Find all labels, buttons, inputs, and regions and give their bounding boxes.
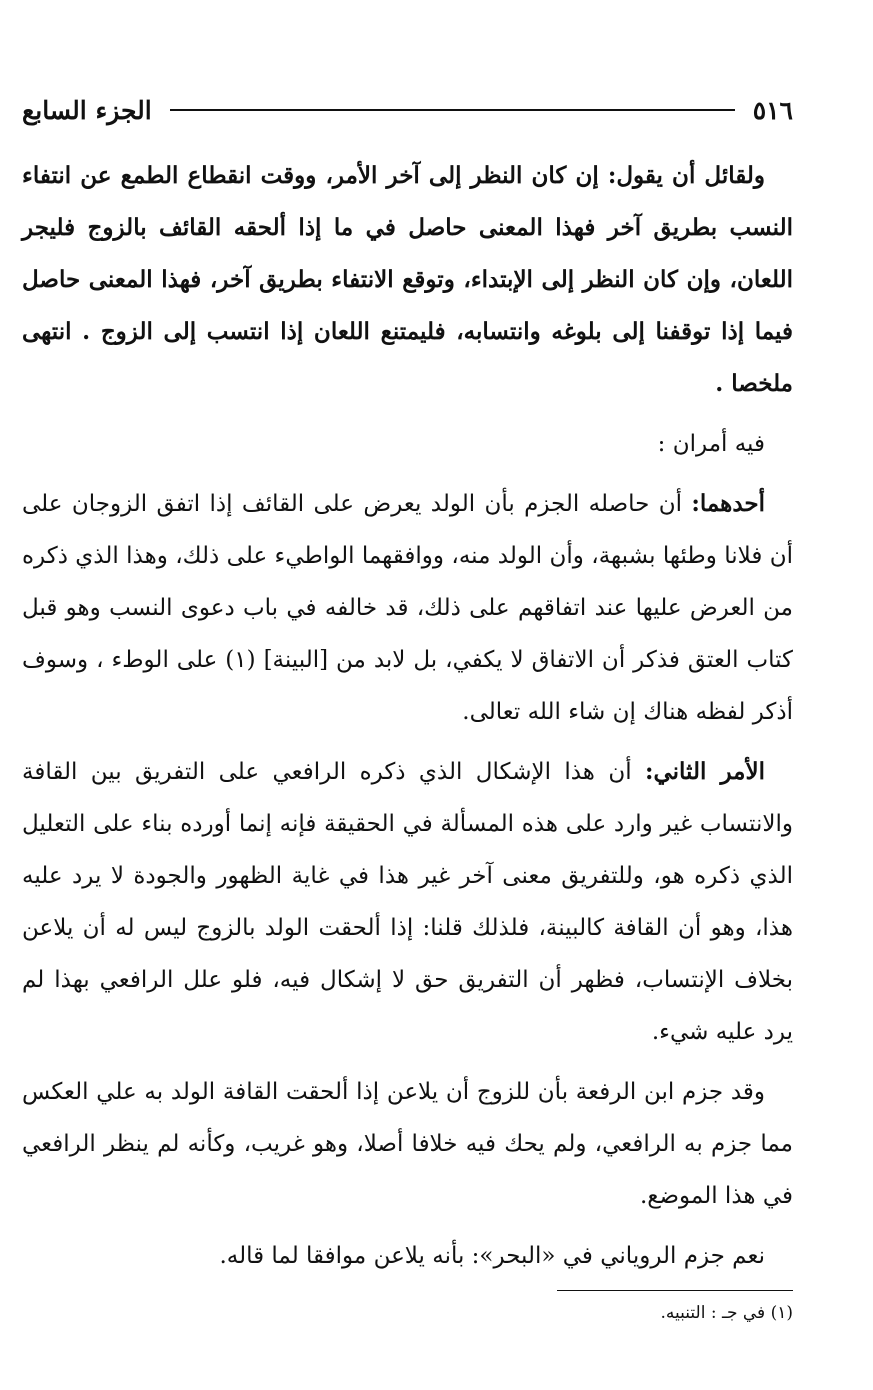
- header-rule: [170, 109, 735, 111]
- first-matter-heading: أحدهما:: [691, 490, 765, 517]
- paragraph-two-matters: فيه أمران :: [657, 431, 765, 457]
- first-matter-text: أن حاصله الجزم بأن الولد يعرض على القائف إذا اتفق الزوجان على أن فلانا وطئها بشبهة، وأن الولد منه، ووافقهما الواطيء على ذلك، وهذا الذي ذكره من العرض عليها عند اتفاقهم على ذلك، قد خالفه في باب دعوى النسب وهو قبل كتاب العتق فذكر أن الاتفاق لا يكفي، بل لابد من [البينة] (١) على الوطء ، وسوف أذكر لفظه هناك إن شاء الله تعالى.: [22, 491, 793, 725]
- main-text: [22, 150, 793, 1290]
- paragraph-first-matter: [22, 478, 793, 738]
- footnote: (١) في جـ : التنبيه.: [660, 1303, 793, 1323]
- part-title: الجزء السابع: [22, 95, 152, 125]
- paragraph-ibn-rifaa: وقد جزم ابن الرفعة بأن للزوج أن يلاعن إذا ألحقت القافة الولد به علي العكس مما جزم به الرافعي، ولم يحك فيه خلافا أصلا، وهو غريب، وكأنه لم ينظر الرافعي في هذا الموضع.: [22, 1079, 793, 1209]
- paragraph-objection: ولقائل أن يقول: إن كان النظر إلى آخر الأمر، ووقت انقطاع الطمع عن انتفاء النسب بطريق آخر فهذا المعنى حاصل في ما إذا ألحقه القائف بالزوج فليجر اللعان، وإن كان النظر إلى الإبتداء، وتوقع الانتفاء بطريق آخر، فهذا المعنى حاصل فيما إذا توقفنا إلى بلوغه وانتسابه، فليمتنع اللعان إذا انتسب إلى الزوج . انتهى ملخصا .: [22, 162, 793, 397]
- paragraph-ruyani: نعم جزم الروياني في «البحر»: بأنه يلاعن موافقا لما قاله.: [219, 1243, 765, 1269]
- second-matter-heading: الأمر الثاني:: [644, 758, 765, 785]
- second-matter-text: أن هذا الإشكال الذي ذكره الرافعي على التفريق بين القافة والانتساب غير وارد على هذه المسألة في الحقيقة فإنه إنما أورده بناء على التعليل الذي ذكره هو، وللتفريق معنى آخر غير هذا في غاية الظهور والجودة لا يرد عليه هذا، وهو أن القافة كالبينة، فلذلك قلنا: إذا ألحقت الولد بالزوج ليس له أن يلاعن بخلاف الإنتساب، فظهر أن التفريق حق لا إشكال فيه، فلو علل الرافعي بهذا لم يرد عليه شيء.: [22, 759, 793, 1045]
- page-number: ٥١٦: [752, 95, 793, 125]
- page-header: [22, 92, 793, 128]
- footnote-rule: [557, 1290, 793, 1291]
- paragraph-second-matter: [22, 746, 793, 1058]
